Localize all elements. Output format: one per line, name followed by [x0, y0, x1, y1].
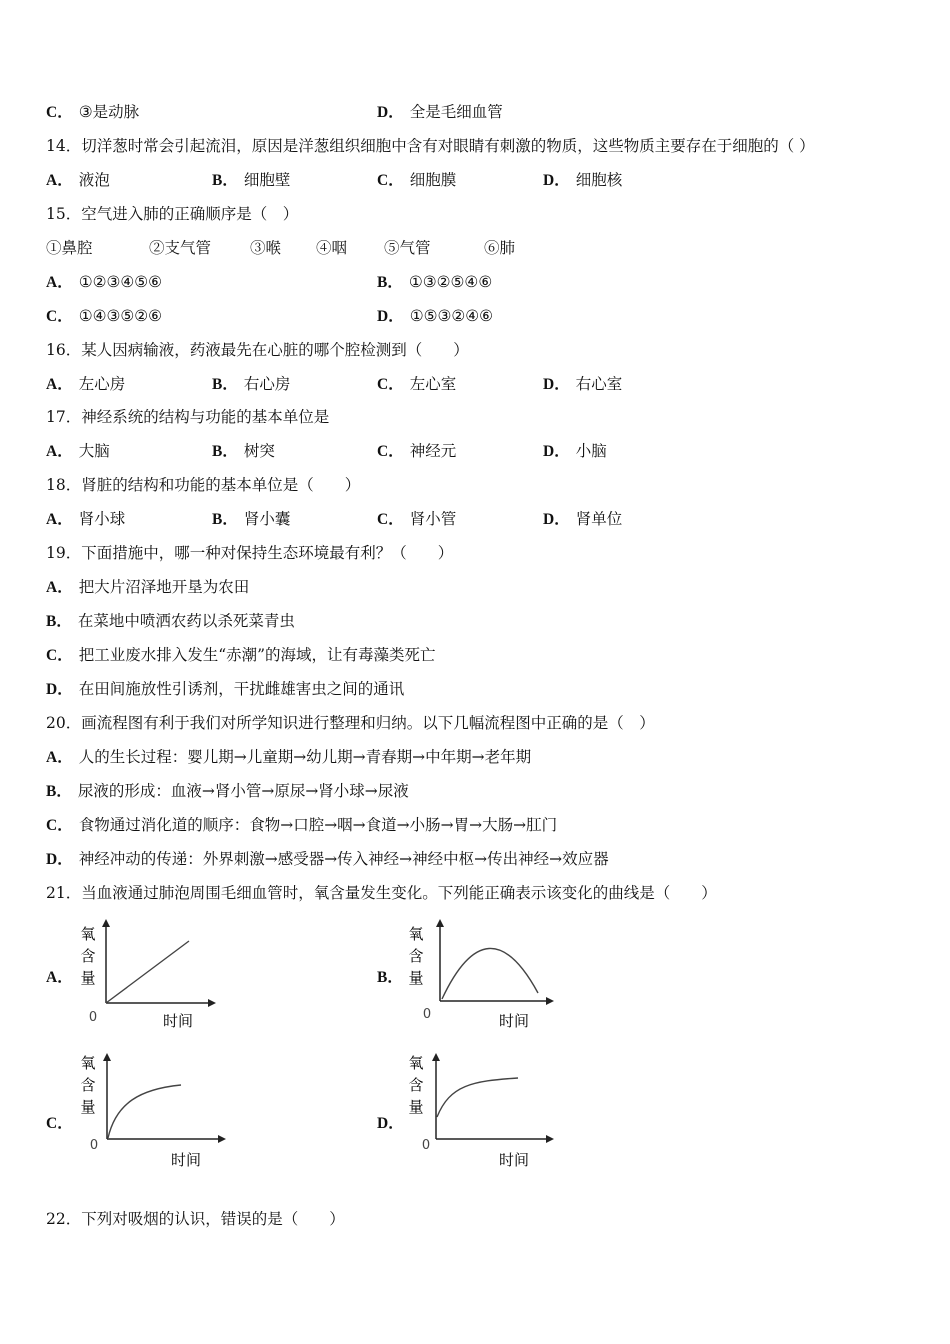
q19-option-a: A． 把大片沼泽地开垦为农田	[46, 578, 250, 596]
graph-ylabel-char: 含	[408, 1076, 424, 1094]
graph-ylabel-char: 氧	[80, 925, 96, 943]
graph-xlabel: 时间	[162, 1012, 194, 1030]
q19-option-b: B． 在菜地中喷洒农药以杀死菜青虫	[46, 612, 295, 630]
q16-stem: 16．某人因病输液，药液最先在心脏的哪个腔检测到（ ）	[46, 341, 469, 359]
graph-origin: 0	[421, 1138, 431, 1153]
graph-xlabel: 时间	[170, 1151, 202, 1169]
q20-option-b: B． 尿液的形成：血液→肾小管→原尿→肾小球→尿液	[46, 782, 409, 800]
q19-stem: 19．下面措施中，哪一种对保持生态环境最有利？（ ）	[46, 544, 454, 562]
q21-stem: 21．当血液通过肺泡周围毛细血管时，氧含量发生变化。下列能正确表示该变化的曲线是（ ）	[46, 884, 717, 902]
q21-option-c-letter: C．	[46, 1115, 73, 1132]
q18-option-c: C． 肾小管	[377, 510, 457, 528]
q15-item: ④咽	[316, 239, 348, 257]
graph-origin: 0	[422, 1007, 432, 1022]
q15-item: ②支气管	[149, 239, 212, 257]
q15-option-a: A． ①②③④⑤⑥	[46, 273, 163, 291]
graph-ylabel-char: 量	[408, 1098, 424, 1116]
q18-option-a: A． 肾小球	[46, 510, 126, 528]
q17-option-d: D． 小脑	[543, 442, 607, 460]
q20-option-d: D． 神经冲动的传递：外界刺激→感受器→传入神经→神经中枢→传出神经→效应器	[46, 850, 609, 868]
q18-option-b: B． 肾小囊	[212, 510, 291, 528]
graph-curve	[108, 1085, 181, 1138]
graph-xlabel: 时间	[498, 1151, 530, 1169]
q18-option-d: D． 肾单位	[543, 510, 623, 528]
graph-ylabel-char: 量	[408, 969, 424, 987]
q15-option-b: B． ①③②⑤④⑥	[377, 273, 493, 291]
q22-stem: 22．下列对吸烟的认识，错误的是（ ）	[46, 1210, 345, 1228]
q14-option-b: B． 细胞壁	[212, 171, 291, 189]
q15-option-c: C． ①④③⑤②⑥	[46, 307, 163, 325]
q15-item: ⑥肺	[484, 239, 516, 257]
graph-ylabel-char: 含	[408, 947, 424, 965]
graph-ylabel-char: 含	[80, 947, 96, 965]
graph-ylabel-char: 氧	[408, 925, 424, 943]
q15-item: ⑤气管	[384, 239, 431, 257]
graph-y-arrow	[436, 919, 444, 927]
graph-ylabel-char: 量	[80, 969, 96, 987]
q15-item: ①鼻腔	[46, 239, 93, 257]
q14-option-c: C． 细胞膜	[377, 171, 457, 189]
graph-ylabel-char: 量	[80, 1098, 96, 1116]
graph-x-arrow	[208, 999, 216, 1007]
graph-x-arrow	[546, 1135, 554, 1143]
graph-ylabel-char: 氧	[80, 1054, 96, 1072]
graph-origin: 0	[88, 1010, 98, 1025]
q14-stem: 14．切洋葱时常会引起流泪，原因是洋葱组织细胞中含有对眼睛有刺激的物质，这些物质主要存在于细胞的（ ）	[46, 137, 815, 155]
q18-stem: 18．肾脏的结构和功能的基本单位是（ ）	[46, 476, 361, 494]
q17-stem: 17．神经系统的结构与功能的基本单位是	[46, 408, 330, 426]
q15-stem: 15．空气进入肺的正确顺序是（ ）	[46, 205, 299, 223]
q16-option-a: A． 左心房	[46, 375, 126, 393]
q16-option-c: C． 左心室	[377, 375, 457, 393]
graph-ylabel-char: 氧	[408, 1054, 424, 1072]
graph-ylabel-char: 含	[80, 1076, 96, 1094]
q17-option-c: C． 神经元	[377, 442, 457, 460]
q13-option-c: C． ③是动脉	[46, 103, 140, 121]
graph-x-arrow	[546, 997, 554, 1005]
q21-option-b-letter: B．	[377, 969, 403, 986]
graph-y-arrow	[102, 919, 110, 927]
q21-graph-c	[70, 1045, 240, 1170]
q16-option-b: B． 右心房	[212, 375, 291, 393]
graph-y-arrow	[432, 1053, 440, 1061]
q15-option-d: D． ①⑤③②④⑥	[377, 307, 494, 325]
graph-curve	[437, 1078, 518, 1117]
graph-curve	[442, 948, 538, 999]
q13-option-d: D． 全是毛细血管	[377, 103, 503, 121]
q20-option-c: C． 食物通过消化道的顺序：食物→口腔→咽→食道→小肠→胃→大肠→肛门	[46, 816, 558, 834]
q21-graph-a	[70, 915, 230, 1035]
q19-option-d: D． 在田间施放性引诱剂，干扰雌雄害虫之间的通讯	[46, 680, 405, 698]
q21-graph-d	[400, 1045, 565, 1170]
graph-xlabel: 时间	[498, 1012, 530, 1030]
q17-option-a: A． 大脑	[46, 442, 110, 460]
graph-x-arrow	[218, 1135, 226, 1143]
q15-item: ③喉	[250, 239, 282, 257]
q21-option-a-letter: A．	[46, 969, 73, 986]
q17-option-b: B． 树突	[212, 442, 275, 460]
graph-origin: 0	[89, 1138, 99, 1153]
q14-option-d: D． 细胞核	[543, 171, 623, 189]
q20-option-a: A． 人的生长过程：婴儿期→儿童期→幼儿期→青春期→中年期→老年期	[46, 748, 532, 766]
q20-stem: 20．画流程图有利于我们对所学知识进行整理和归纳。以下几幅流程图中正确的是（ ）	[46, 714, 655, 732]
q19-option-c: C． 把工业废水排入发生“赤潮”的海域，让有毒藻类死亡	[46, 646, 436, 664]
q21-graph-b	[400, 915, 565, 1035]
q14-option-a: A． 液泡	[46, 171, 110, 189]
q21-option-d-letter: D．	[377, 1115, 404, 1132]
graph-y-arrow	[103, 1053, 111, 1061]
graph-curve	[106, 941, 189, 1003]
q16-option-d: D． 右心室	[543, 375, 623, 393]
